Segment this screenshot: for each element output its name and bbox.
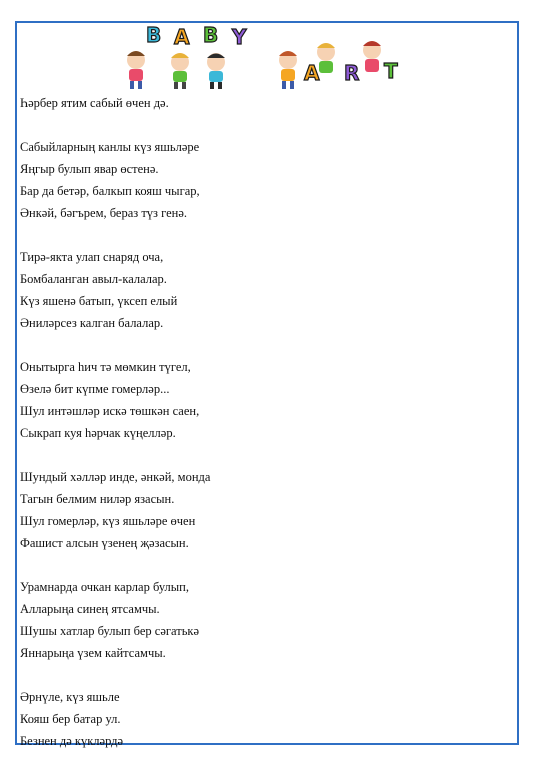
kid-figure-6 — [363, 41, 381, 72]
poem-line: Кояш бер батар ул. — [20, 712, 121, 726]
kid-figure-3 — [207, 53, 225, 89]
poem-line: Әнкәй, бәгърем, бераз түз генә. — [20, 206, 187, 220]
poem-line: Безнен дә күкләрдә — [20, 734, 124, 748]
logo-letter-b2: B — [203, 23, 219, 47]
kid-figure-2 — [171, 53, 189, 89]
poem-line: Тагын белмим ниләр язасын. — [20, 492, 175, 506]
poem-line: Сабыйларның канлы күз яшьләре — [20, 140, 200, 154]
poem-line: Шул интәшләр искә төшкән саен, — [20, 404, 200, 418]
stanza — [20, 136, 510, 224]
logo-letter-t: T — [384, 59, 398, 83]
poem-line: Шундый хәлләр инде, әнкәй, монда — [20, 470, 211, 484]
poem-line: Күз яшенә батып, үксеп елый — [20, 294, 178, 308]
poem-line: Өзелә бит күпме гомерләр... — [20, 382, 170, 396]
logo-letter-a2: A — [304, 61, 320, 85]
stanza — [20, 686, 510, 752]
stanza — [20, 246, 510, 334]
poem-line: Һәрбер ятим сабый өчен дә. — [20, 96, 169, 110]
poem-line: Яннарыңа үзем кайтсамчы. — [20, 646, 166, 660]
poem-line: Яңгыр булып явар өстенә. — [20, 162, 159, 176]
stanza — [20, 576, 510, 664]
poem-line: Онытырга һич тә мөмкин түгел, — [20, 360, 191, 374]
poem-line: Бар да бетәр, балкып кояш чыгар, — [20, 184, 200, 198]
poem-line: Бомбаланган авыл-калалар. — [20, 272, 167, 286]
logo-letter-y: Y — [232, 25, 247, 49]
stanza — [20, 356, 510, 444]
kid-figure-4 — [279, 51, 297, 89]
kid-figure-5 — [317, 43, 335, 73]
poem-line: Әрнүле, күз яшьле — [20, 690, 120, 704]
poem-line: Урамнарда очкан карлар булып, — [20, 580, 189, 594]
logo-letter-r: R — [344, 61, 360, 85]
poem-line: Алларыңа синең ятсамчы. — [20, 602, 160, 616]
poem-line: Тирә-якта улап снаряд оча, — [20, 250, 164, 264]
poem-line: Шул гомерләр, күз яшьләре өчен — [20, 514, 196, 528]
poem-line: Фашист алсын үзенең җәзасын. — [20, 536, 189, 550]
kid-figure-1 — [127, 51, 145, 89]
logo-letter-a1: A — [174, 25, 190, 49]
poem-line: Сыкрап куя һәрчак күңелләр. — [20, 426, 176, 440]
baby-art-logo — [108, 22, 408, 92]
stanza — [20, 92, 510, 114]
poem-text — [20, 92, 510, 774]
poem-line: Шушы хатлар булып бер сәгатькә — [20, 624, 200, 638]
logo-letter-b1: B — [146, 23, 162, 47]
stanza — [20, 466, 510, 554]
poem-line: Әниләрсез калган балалар. — [20, 316, 164, 330]
